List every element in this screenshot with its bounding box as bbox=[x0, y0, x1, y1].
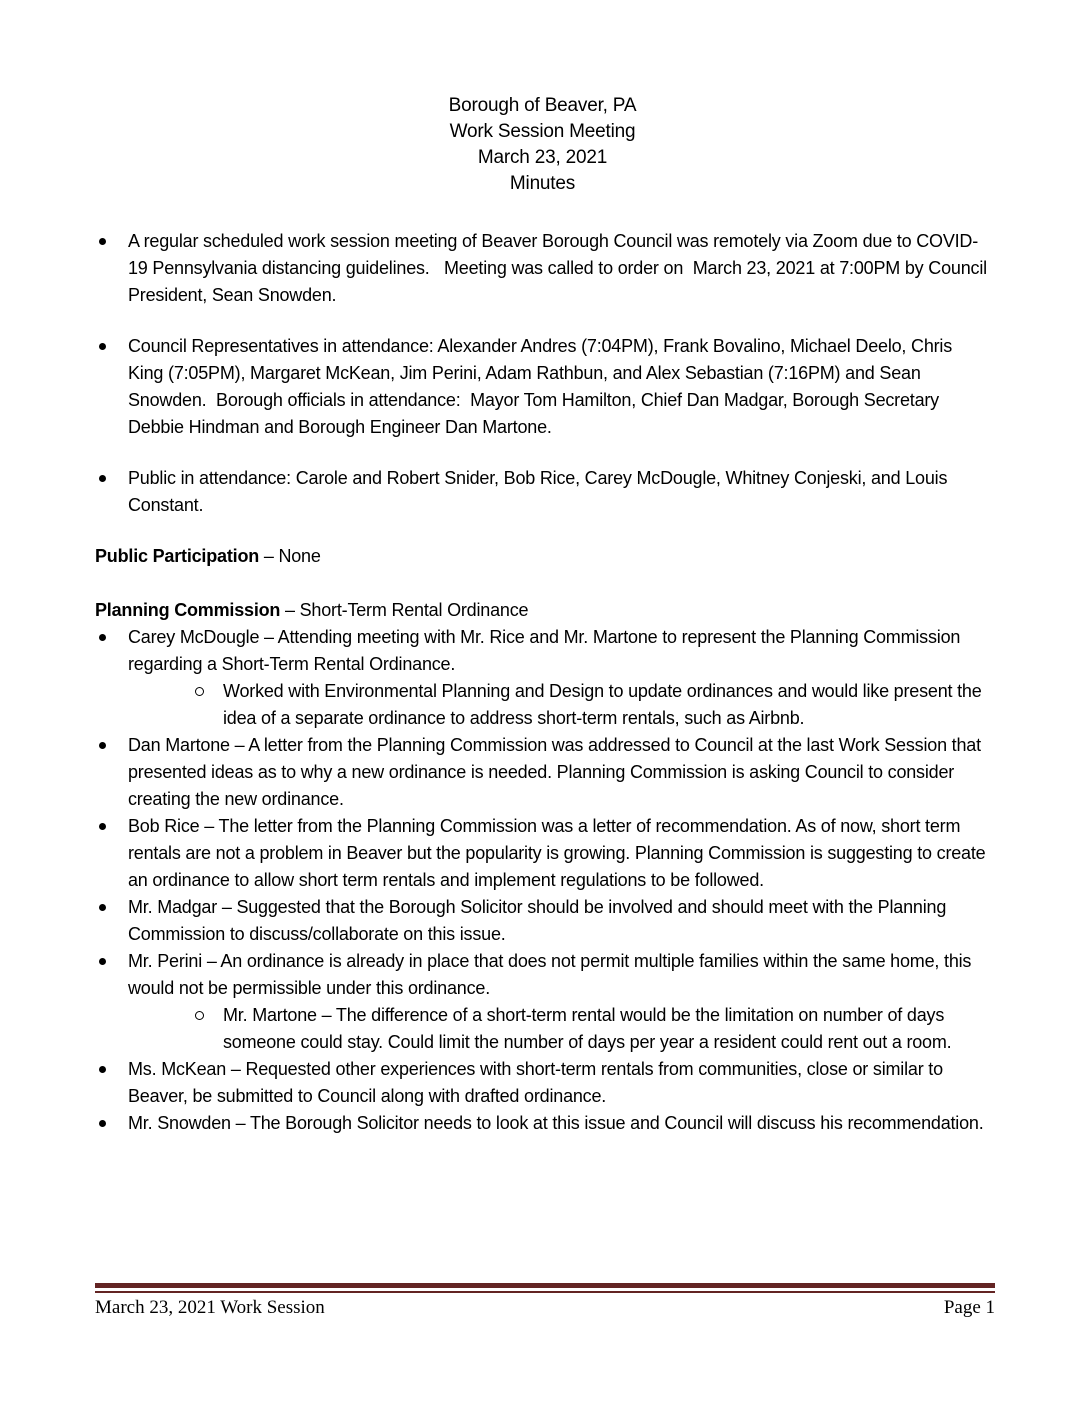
bullet-dot-icon bbox=[99, 742, 106, 749]
footer-row bbox=[95, 1296, 995, 1320]
section-heading-text: – Short-Term Rental Ordinance bbox=[280, 600, 529, 620]
footer-session-label: March 23, 2021 Work Session bbox=[95, 1297, 325, 1318]
bullet-item-text: Council Representatives in attendance: Alexander Andres (7:04PM), Frank Bovalino, Michael Deelo, Chris King (7:05PM), Margaret McKean, Jim Perini, Adam Rathbun, and Alex Sebastian (7:16PM) and Sean Snowden. Borough officials in attendance: Mayor Tom Hamilton, Chief Dan Madgar, Borough Secretary Debbie Hindman and Borough Engineer Dan Martone. bbox=[128, 336, 957, 437]
list-item-text: Carey McDougle – Attending meeting with Mr. Rice and Mr. Martone to represent the Planning Commission regarding a Short-Term Rental Ordinance. bbox=[128, 627, 966, 674]
bullet-dot-icon bbox=[99, 958, 106, 965]
section-label: Public Participation bbox=[95, 546, 260, 566]
section-heading-planning-commission bbox=[95, 597, 990, 624]
bullet-item-attendance bbox=[95, 333, 990, 441]
header-minutes-line: Minutes bbox=[509, 173, 576, 194]
list-item-text: Mr. Martone – The difference of a short-term rental would be the limitation on number of days someone could stay. Could limit the number of days per year a resident could rent out a room. bbox=[223, 1005, 952, 1052]
planning-commission-list bbox=[95, 624, 990, 1137]
footer-divider-rule bbox=[95, 1283, 995, 1293]
document-footer bbox=[95, 1283, 995, 1320]
list-sub-item bbox=[95, 1002, 990, 1056]
footer-page-number: Page 1 bbox=[943, 1297, 995, 1318]
list-item bbox=[95, 813, 990, 894]
section-heading-text: – None bbox=[259, 546, 321, 566]
header-date-line: March 23, 2021 bbox=[477, 147, 608, 168]
circle-bullet-icon bbox=[195, 687, 204, 696]
bullet-item-text: A regular scheduled work session meeting of Beaver Borough Council was remotely via Zoom due to COVID-19 Pennsylvania distancing guidelines. Meeting was called to order on March 23, 2021 at 7:00PM by Council President, Sean Snowden. bbox=[128, 231, 992, 305]
intro-bullet-list bbox=[95, 228, 990, 519]
list-item-text: Mr. Madgar – Suggested that the Borough Solicitor should be involved and should meet with the Planning Commission to discuss/collaborate on this issue. bbox=[128, 897, 951, 944]
list-item bbox=[95, 624, 990, 678]
list-item bbox=[95, 894, 990, 948]
bullet-item-text: Public in attendance: Carole and Robert Snider, Bob Rice, Carey McDougle, Whitney Conjeski, and Louis Constant. bbox=[128, 468, 953, 515]
list-item-text: Bob Rice – The letter from the Planning Commission was a letter of recommendation. As of now, short term rentals are not a problem in Beaver but the popularity is growing. Planning Commission is suggesting to create an ordinance to allow short term rentals and implement regulations to be followed. bbox=[128, 816, 991, 890]
bullet-dot-icon bbox=[99, 904, 106, 911]
list-item-text: Worked with Environmental Planning and Design to update ordinances and would like present the idea of a separate ordinance to address short-term rentals, such as Airbnb. bbox=[223, 681, 987, 728]
header-title-line: Borough of Beaver, PA bbox=[448, 95, 637, 116]
list-item bbox=[95, 948, 990, 1002]
list-item bbox=[95, 732, 990, 813]
bullet-dot-icon bbox=[99, 343, 106, 350]
list-item bbox=[95, 1110, 990, 1137]
list-sub-item bbox=[95, 678, 990, 732]
list-item bbox=[95, 1056, 990, 1110]
section-label: Planning Commission bbox=[95, 600, 281, 620]
header-meeting-type-line: Work Session Meeting bbox=[449, 121, 636, 142]
bullet-dot-icon bbox=[99, 475, 106, 482]
bullet-dot-icon bbox=[99, 823, 106, 830]
list-item-text: Mr. Perini – An ordinance is already in place that does not permit multiple families within the same home, this would not be permissible under this ordinance. bbox=[128, 951, 977, 998]
bullet-dot-icon bbox=[99, 1066, 106, 1073]
bullet-dot-icon bbox=[99, 634, 106, 641]
list-item-text: Dan Martone – A letter from the Planning Commission was addressed to Council at the last Work Session that presented ideas as to why a new ordinance is needed. Planning Commission is asking Council to consider creating the new ordinance. bbox=[128, 735, 986, 809]
bullet-dot-icon bbox=[99, 238, 106, 245]
list-item-text: Ms. McKean – Requested other experiences with short-term rentals from communities, close or similar to Beaver, be submitted to Council along with drafted ordinance. bbox=[128, 1059, 948, 1106]
bullet-dot-icon bbox=[99, 1120, 106, 1127]
bullet-item-call-to-order bbox=[95, 228, 990, 309]
bullet-item-public-attendance bbox=[95, 465, 990, 519]
section-heading-public-participation bbox=[95, 543, 990, 570]
circle-bullet-icon bbox=[195, 1011, 204, 1020]
list-item-text: Mr. Snowden – The Borough Solicitor needs to look at this issue and Council will discuss his recommendation. bbox=[128, 1113, 984, 1133]
document-header bbox=[95, 93, 990, 197]
